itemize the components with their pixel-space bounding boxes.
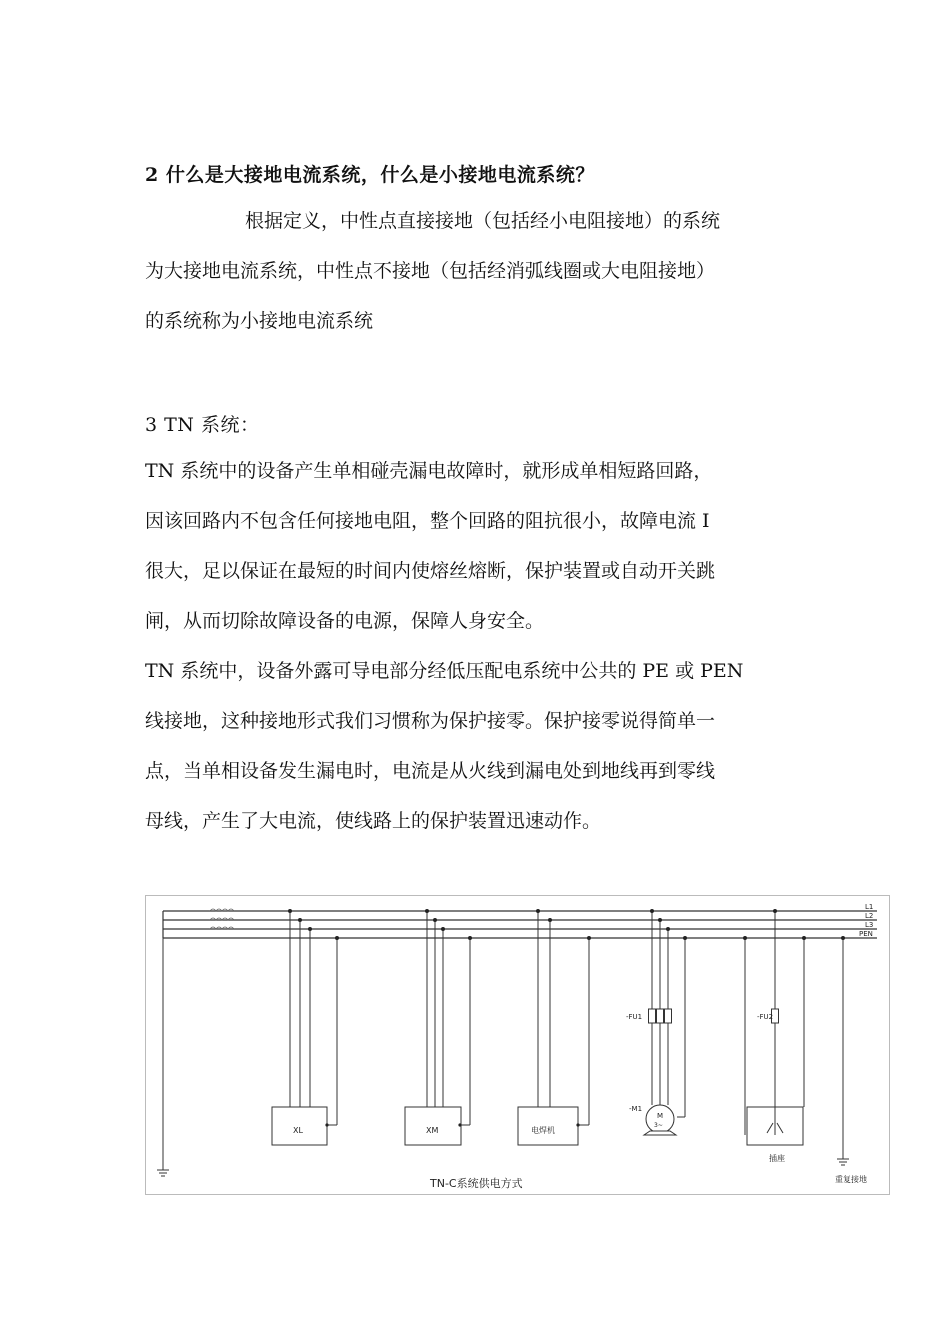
diagram-frame <box>146 896 890 1195</box>
junction-dots <box>288 909 339 1127</box>
equipment-xl <box>272 911 337 1145</box>
paragraph-line: 点，当单相设备发生漏电时，电流是从火线到漏电处到地线再到零线 <box>145 760 716 782</box>
paragraph-line: 为大接地电流系统，中性点不接地（包括经消弧线圈或大电阻接地） <box>145 260 716 282</box>
paragraph-line: 很大，足以保证在最短的时间内使熔丝熔断，保护装置或自动开关跳 <box>145 560 716 582</box>
paragraph-line: 线接地，这种接地形式我们习惯称为保护接零。保护接零说得简单一 <box>145 710 716 732</box>
equipment-label: XL <box>293 1126 303 1135</box>
equipment-label: XM <box>426 1126 439 1135</box>
paragraph-line: 的系统称为小接地电流系统 <box>145 310 374 332</box>
section-3-paragraph-2 <box>145 646 815 846</box>
section-3-paragraph-1 <box>145 446 815 646</box>
socket-branch <box>745 911 804 1145</box>
tn-c-wiring-diagram <box>145 895 890 1195</box>
motor-branch <box>644 911 685 1135</box>
bus-label-l1: L1 <box>865 903 874 911</box>
bus-lines <box>163 911 877 938</box>
section-3-heading: 3 TN 系统： <box>145 414 260 436</box>
motor-phase-symbol: 3~ <box>654 1122 663 1129</box>
fuse-fu2-label: -FU2 <box>757 1013 774 1021</box>
section-2-paragraph <box>145 196 815 346</box>
paragraph-line: 因该回路内不包含任何接地电阻，整个回路的阻抗很小，故障电流 I <box>145 510 710 532</box>
equipment-xm <box>405 911 470 1145</box>
paragraph-line: 闸，从而切除故障设备的电源，保障人身安全。 <box>145 610 545 632</box>
bus-label-l2: L2 <box>865 912 874 920</box>
paragraph-line: TN 系统中，设备外露可导电部分经低压配电系统中公共的 PE 或 PEN <box>145 660 744 682</box>
motor-symbol: M <box>657 1112 664 1120</box>
bus-label-pen: PEN <box>859 930 873 938</box>
bus-label-l3: L3 <box>865 921 874 929</box>
equipment-welder <box>518 911 589 1145</box>
section-2-heading: 2 什么是大接地电流系统，什么是小接地电流系统？ <box>145 164 595 186</box>
paragraph-line: 母线，产生了大电流，使线路上的保护装置迅速动作。 <box>145 810 602 832</box>
motor-label: -M1 <box>629 1105 643 1113</box>
repeat-ground-icon <box>837 938 849 1165</box>
coil-symbols <box>210 909 234 929</box>
diagram-caption: TN-C系统供电方式 <box>430 1177 523 1190</box>
reground-label: 重复接地 <box>835 1175 867 1184</box>
equipment-label: 电焊机 <box>531 1126 555 1135</box>
paragraph-line: 根据定义，中性点直接接地（包括经小电阻接地）的系统 <box>245 210 721 232</box>
fuse-fu1-label: -FU1 <box>626 1013 643 1021</box>
socket-label: 插座 <box>769 1154 785 1163</box>
source-ground-icon <box>157 938 169 1176</box>
paragraph-line: TN 系统中的设备产生单相碰壳漏电故障时，就形成单相短路回路， <box>145 460 713 482</box>
